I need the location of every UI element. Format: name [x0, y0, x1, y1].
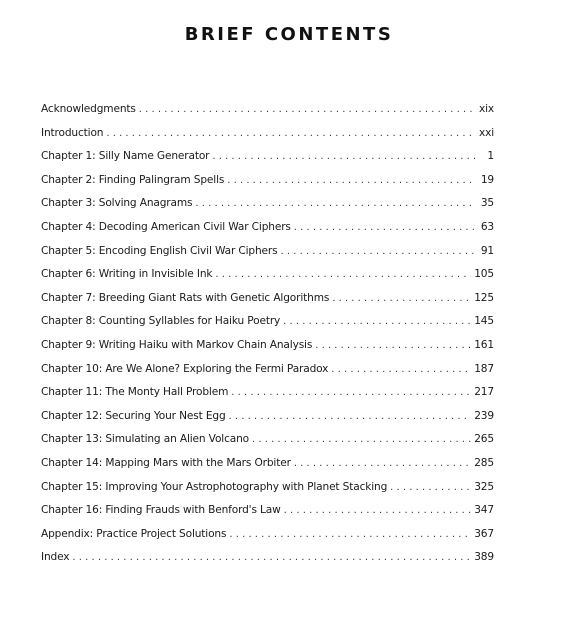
toc-entry	[41, 339, 494, 363]
toc-entry-page: 347	[474, 504, 494, 517]
toc-entry-label: Chapter 1: Silly Name Generator	[41, 150, 210, 163]
toc-entry-label: Index	[41, 551, 70, 564]
toc-entry-page: 239	[474, 409, 494, 422]
toc-entry-page: xix	[478, 103, 494, 115]
toc-entry	[41, 268, 494, 292]
toc-entry-page: 187	[474, 362, 494, 375]
toc-entry-page: 367	[474, 527, 494, 540]
toc-entry	[41, 551, 494, 575]
toc-entry	[41, 481, 494, 505]
toc-entry-label: Chapter 8: Counting Syllables for Haiku Poetry	[41, 315, 281, 328]
toc-dot-leader	[106, 128, 475, 139]
toc-dot-leader	[139, 104, 475, 115]
toc-dot-leader	[227, 175, 475, 186]
toc-dot-leader	[215, 269, 471, 280]
toc-entry	[41, 150, 494, 174]
toc-entry-label: Chapter 14: Mapping Mars with the Mars Orbiter	[41, 456, 291, 469]
toc-entry-page: 91	[480, 244, 494, 257]
toc-entry-label: Chapter 16: Finding Frauds with Benford's Law	[41, 504, 281, 517]
toc-entry	[41, 433, 494, 457]
toc-entry-label: Chapter 7: Breeding Giant Rats with Genetic Algorithms	[41, 291, 330, 304]
toc-entry-label: Chapter 9: Writing Haiku with Markov Chain Analysis	[41, 338, 313, 351]
toc-entry-label: Introduction	[41, 126, 104, 139]
toc-entry-label: Chapter 13: Simulating an Alien Volcano	[41, 433, 249, 446]
toc-entry-page: 285	[474, 456, 494, 469]
toc-dot-leader	[229, 411, 472, 422]
toc-entry-page: 125	[474, 291, 494, 304]
toc-entry-page: 145	[474, 315, 494, 328]
toc-entry	[41, 292, 494, 316]
toc-entry-page: 1	[487, 150, 494, 163]
toc-entry-label: Chapter 2: Finding Palingram Spells	[41, 173, 225, 186]
toc-entry-page: xxi	[478, 126, 494, 139]
toc-entry	[41, 315, 494, 339]
toc-entry-page: 105	[474, 268, 494, 281]
toc-dot-leader	[315, 340, 471, 351]
toc-entry	[41, 457, 494, 481]
toc-dot-leader	[195, 198, 475, 209]
toc-entry	[41, 410, 494, 434]
toc-entry-label: Chapter 4: Decoding American Civil War Ciphers	[41, 220, 291, 233]
toc-entry	[41, 363, 494, 387]
toc-dot-leader	[231, 387, 471, 398]
toc-entry-page: 389	[474, 551, 494, 564]
toc-dot-leader	[294, 458, 471, 469]
toc-entry-page: 265	[474, 433, 494, 446]
toc-entry	[41, 127, 494, 151]
toc-entry-label: Chapter 5: Encoding English Civil War Ciphers	[41, 244, 278, 257]
toc-dot-leader	[331, 364, 471, 375]
toc-entry-label: Chapter 3: Solving Anagrams	[41, 197, 193, 210]
toc-entry	[41, 197, 494, 221]
toc-dot-leader	[294, 222, 475, 233]
toc-entry-page: 325	[474, 480, 494, 493]
toc-entry-label: Chapter 6: Writing in Invisible Ink	[41, 268, 213, 281]
toc-entry	[41, 386, 494, 410]
toc-entry-label: Chapter 15: Improving Your Astrophotography with Planet Stacking	[41, 480, 388, 493]
toc-entry-page: 63	[480, 220, 494, 233]
toc-entry	[41, 504, 494, 528]
table-of-contents	[41, 103, 494, 575]
toc-dot-leader	[283, 316, 471, 327]
toc-dot-leader	[229, 529, 471, 540]
toc-entry-label: Chapter 10: Are We Alone? Exploring the Fermi Paradox	[41, 362, 329, 375]
toc-dot-leader	[284, 505, 472, 516]
toc-entry	[41, 103, 494, 127]
toc-entry	[41, 174, 494, 198]
toc-entry-page: 19	[480, 173, 494, 186]
toc-entry-page: 35	[480, 197, 494, 210]
page-title: BRIEF CONTENTS	[184, 24, 394, 45]
toc-dot-leader	[212, 151, 475, 162]
toc-entry	[41, 528, 494, 552]
toc-dot-leader	[281, 246, 475, 257]
toc-entry-page: 161	[474, 338, 494, 351]
toc-entry-label: Chapter 11: The Monty Hall Problem	[41, 386, 229, 399]
toc-dot-leader	[72, 552, 471, 563]
toc-entry-label: Chapter 12: Securing Your Nest Egg	[41, 409, 226, 422]
toc-dot-leader	[332, 293, 471, 304]
toc-dot-leader	[390, 482, 471, 493]
toc-entry	[41, 221, 494, 245]
toc-entry-page: 217	[474, 386, 494, 399]
toc-entry	[41, 245, 494, 269]
toc-dot-leader	[252, 434, 471, 445]
toc-entry-label: Appendix: Practice Project Solutions	[41, 527, 227, 540]
toc-entry-label: Acknowledgments	[41, 103, 136, 115]
